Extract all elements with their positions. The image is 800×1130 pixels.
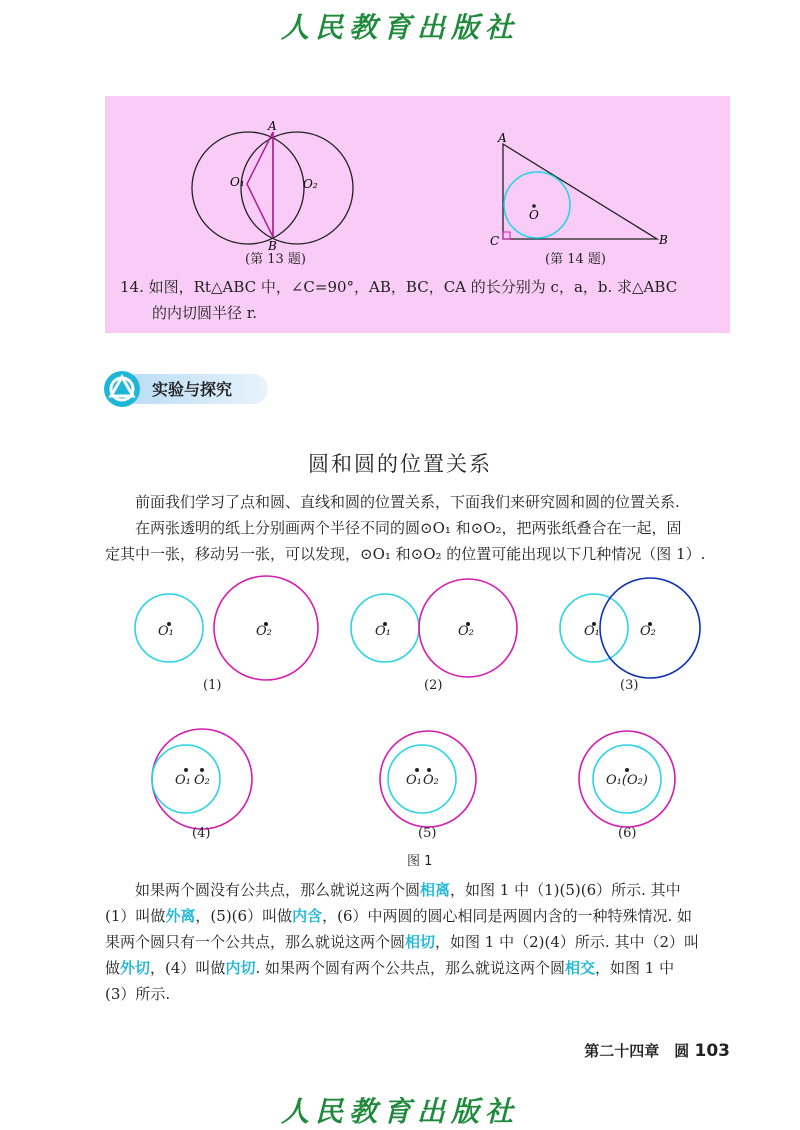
figure-13 <box>185 118 365 268</box>
section-banner-label: 实验与探究 <box>152 380 233 399</box>
fig1-label-3-o2: O₂ <box>640 624 656 639</box>
fig1-caption: 图 1 <box>407 854 433 869</box>
fig1-subcaption-1: (1) <box>203 678 222 693</box>
explanation-line-3 <box>105 929 735 955</box>
fig13-caption: (第 13 题) <box>245 252 306 267</box>
explanation-line-4 <box>105 955 735 981</box>
fig1-label-2-o2: O₂ <box>458 624 474 639</box>
explanation-text: ，(4）叫做 <box>150 959 226 977</box>
fig14-triangle <box>503 144 657 239</box>
fig1-subcaption-4: (4) <box>192 826 211 841</box>
question-14 <box>120 274 720 326</box>
fig13-label-o2: O₂ <box>303 177 318 191</box>
fig14-label-o: O <box>529 208 539 222</box>
fig1-subcaption-6: (6) <box>618 826 637 841</box>
fig13-label-a: A <box>268 119 277 133</box>
fig1-diagram-3 <box>560 578 700 678</box>
keyword-neihan: 内含 <box>292 907 323 925</box>
explanation-text: ，(6）中两圆的圆心相同是两圆内含的一种特殊情况. 如 <box>322 907 693 925</box>
fig13-circle-o1 <box>192 132 304 244</box>
figure-1 <box>0 560 800 870</box>
explanation-text: 如果两个圆没有公共点，那么就说这两个圆 <box>135 881 421 899</box>
explanation-line-2 <box>105 903 735 929</box>
fig1-label-1-o2: O₂ <box>256 624 272 639</box>
keyword-xiangqie: 相切 <box>405 933 436 951</box>
page-footer <box>560 1040 730 1061</box>
article-title: 圆和圆的位置关系 <box>308 452 492 476</box>
publisher-logo-header: 人民教育出版社 <box>280 11 519 44</box>
chapter-label: 第二十四章 圆 <box>584 1042 690 1060</box>
fig13-label-o1: O₁ <box>230 175 245 189</box>
fig1-label-1-o1: O₁ <box>158 624 174 639</box>
fig1-subcaption-2: (2) <box>424 678 443 693</box>
explanation-text: 做 <box>105 959 121 977</box>
fig1-label-6-concentric: O₁(O₂) <box>606 773 648 788</box>
explanation-text: (1）叫做 <box>105 907 166 925</box>
explanation-text: ，(5)(6）叫做 <box>195 907 293 925</box>
fig13-triangle <box>247 132 273 237</box>
fig1-subcaption-3: (3) <box>620 678 639 693</box>
fig1-subcaption-5: (5) <box>418 826 437 841</box>
fig1-label-4-o1: O₁ <box>175 773 191 788</box>
fig13-circle-o2 <box>241 132 353 244</box>
intro-paragraphs <box>105 489 735 567</box>
page-number: 103 <box>694 1041 730 1061</box>
keyword-neiqie: 内切 <box>225 959 256 977</box>
explanation-text: ，如图 1 中 <box>595 959 675 977</box>
keyword-waili: 外离 <box>165 907 196 925</box>
q14-line2: 的内切圆半径 r. <box>152 304 258 322</box>
fig14-right-angle <box>503 232 510 239</box>
explanation-text: ，如图 1 中（1)(5)(6）所示. 其中 <box>450 881 681 899</box>
paragraph-1: 前面我们学习了点和圆、直线和圆的位置关系，下面我们来研究圆和圆的位置关系. <box>135 493 680 511</box>
fig14-label-a: A <box>498 131 507 145</box>
fig1-label-3-o1: O₁ <box>584 624 600 639</box>
fig1-label-2-o1: O₁ <box>375 624 391 639</box>
fig1-label-4-o2: O₂ <box>194 773 210 788</box>
keyword-xiangjiao: 相交 <box>565 959 596 977</box>
keyword-waiqie: 外切 <box>120 959 151 977</box>
paragraph-2-line1: 在两张透明的纸上分别画两个半径不同的圆⊙O₁ 和⊙O₂，把两张纸叠合在一起，固 <box>135 519 682 537</box>
explanation-line-5: (3）所示. <box>105 985 171 1003</box>
publisher-logo-footer: 人民教育出版社 <box>280 1095 519 1128</box>
explanation-text: . 如果两个圆有两个公共点，那么就说这两个圆 <box>255 959 565 977</box>
fig1-label-5-o1: O₁ <box>406 773 422 788</box>
fig13-label-b: B <box>268 239 277 253</box>
fig1-label-5-o2: O₂ <box>423 773 439 788</box>
paragraph-2-line2: 定其中一张，移动另一张，可以发现，⊙O₁ 和⊙O₂ 的位置可能出现以下几种情况（图 1）. <box>105 545 706 563</box>
fig14-label-c: C <box>490 234 500 248</box>
fig14-caption: (第 14 题) <box>545 252 606 267</box>
keyword-xiangli: 相离 <box>420 881 451 899</box>
figure-14 <box>485 128 670 248</box>
fig14-incircle <box>504 172 570 238</box>
explanation-paragraph <box>105 877 735 1007</box>
q14-line1: 14. 如图，Rt△ABC 中，∠C=90°，AB，BC，CA 的长分别为 c，a，b. 求△ABC <box>120 278 678 296</box>
explanation-text: 果两个圆只有一个公共点，那么就说这两个圆 <box>105 933 406 951</box>
fig14-label-b: B <box>659 233 668 247</box>
explanation-text: ，如图 1 中（2)(4）所示. 其中（2）叫 <box>435 933 699 951</box>
explanation-line-1 <box>105 877 735 903</box>
